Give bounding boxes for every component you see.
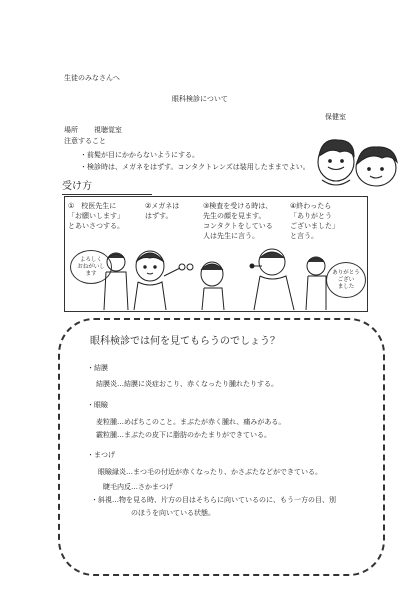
section-conjunctiva-line-1: 結膜炎…結膜に炎症おこり、赤くなったり腫れたりする。 — [96, 380, 278, 388]
note-2: ・検診時は、メガネをはずす。コンタクトレンズは装用したままでよい。 — [80, 163, 310, 171]
step-3-line-3: コンタクトをしている — [203, 222, 273, 230]
procedure-heading: 受け方 — [62, 181, 92, 192]
step-4-line-1: ④終わったら — [290, 202, 332, 210]
section-eyelid-line-2: 霰粒腫…まぶたの皮下に脂肪のかたまりができている。 — [96, 431, 271, 439]
bubble-1-line-2: おねがいし — [77, 263, 105, 270]
page-title: 眼科検診について — [172, 95, 228, 103]
step-4-line-2: 「ありがとう — [290, 212, 332, 220]
exam-info-box — [58, 318, 385, 576]
bubble-2-line-1: ありがとう — [332, 269, 360, 276]
bubble-1-line-1: よろしく — [79, 256, 102, 263]
step-2-line-2: はずす。 — [145, 212, 173, 220]
step-1-line-1: ① 校医先生に — [68, 202, 117, 210]
step-1-line-3: とあいさつする。 — [68, 222, 124, 230]
step-1-line-2: 「お願いします」 — [68, 212, 124, 220]
procedure-illustration — [64, 240, 366, 310]
exam-question: 眼科検診では何を見てもらうのでしょう？ — [90, 336, 280, 347]
place-value: 視聴覚室 — [94, 126, 122, 134]
section-eyelid-title: ・眼瞼 — [87, 401, 108, 409]
section-eyelash-line-1: 眼瞼縁炎…まつ毛の付近が赤くなったり、かさぶたなどができている。 — [98, 468, 322, 476]
section-eyelid-line-1: 麦粒腫…めばちこのこと。まぶたが赤く腫れ、痛みがある。 — [96, 418, 286, 426]
bubble-1-line-3: ます — [85, 270, 97, 277]
step-4-line-4: と言う。 — [290, 232, 318, 240]
section-conjunctiva-title: ・結膜 — [87, 364, 108, 372]
section-strabismus-line-2: のほうを向いている状態。 — [131, 509, 215, 517]
step-4 — [290, 201, 339, 241]
step-3-line-2: 先生の顔を見ます。 — [203, 212, 266, 220]
heading-underline — [62, 194, 152, 195]
sender: 保健室 — [325, 113, 346, 121]
note-1: ・前髪が目にかからないようにする。 — [80, 151, 199, 159]
section-strabismus-line-1: ・斜視…物を見る時、片方の目はそちらに向いているのに、もう一方の目、別 — [91, 496, 336, 504]
step-3-line-1: ③検査を受ける時は、 — [203, 202, 273, 210]
step-3 — [203, 201, 273, 241]
section-eyelash-title: ・まつげ — [87, 451, 115, 459]
step-4-line-3: ございました」 — [290, 222, 339, 230]
step-2-line-1: ②メガネは — [145, 202, 180, 210]
greeting: 生徒のみなさんへ — [64, 74, 120, 82]
place-label: 場所 — [64, 126, 78, 134]
bubble-2-line-3: ました — [337, 283, 355, 290]
step-1 — [68, 201, 124, 231]
boys-illustration — [310, 122, 405, 194]
step-2 — [145, 201, 179, 221]
section-eyelash-line-2: 睫毛内反…さかまつげ — [103, 483, 173, 491]
notes-heading: 注意すること — [64, 137, 106, 145]
step-3-line-4: 人は先生に言う。 — [203, 232, 259, 240]
bubble-2-line-2: ござい — [337, 276, 355, 283]
